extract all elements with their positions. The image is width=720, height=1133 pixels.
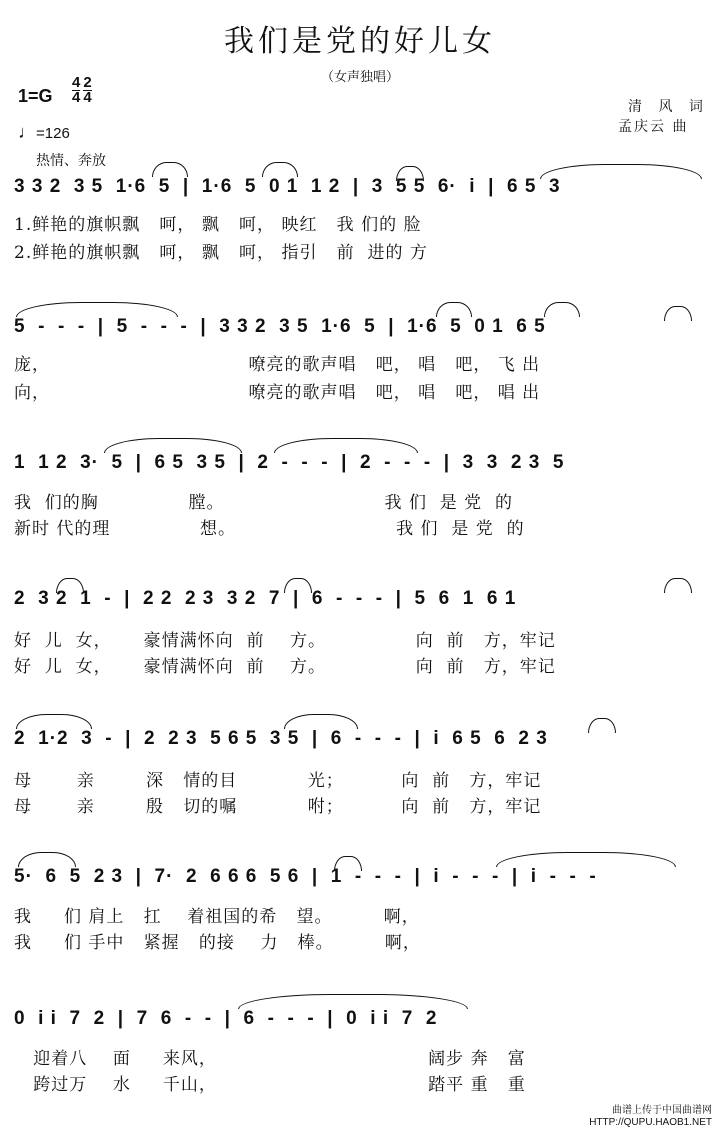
lyric-verse-1: 迎着八 面 来风， 阔步 奔 富 — [14, 1049, 526, 1069]
notation-line: 5 - - - | 5 - - - | 3 3 2 3 5 1·6 5 | 1·6 5 0 1 6 5 — [14, 316, 546, 337]
lyric-verse-2: 新时 代的理 想。 我 们 是 党 的 — [14, 519, 525, 539]
meter-bottom-1: 4 — [72, 89, 81, 106]
expression-marking: 热情、奔放 — [36, 153, 106, 169]
composer-credit: 孟庆云 曲 — [618, 119, 689, 135]
lyric-verse-2: 母 亲 殷 切的嘱 咐； 向 前 方，牢记 — [14, 797, 542, 817]
lyric-verse-1: 1.鲜艳的旗帜飘 呵， 飘 呵， 映红 我 们的 脸 — [14, 215, 422, 235]
lyric-verse-1: 母 亲 深 情的目 光； 向 前 方，牢记 — [14, 771, 542, 791]
notation-line: 5· 6 5 2 3 | 7· 2 6 6 6 5 6 | 1 - - - | i - - - | i - - - — [14, 866, 597, 887]
notation-line: 2 1·2 3 - | 2 2 3 5 6 5 3 5 | 6 - - - | i 6 5 6 2 3 — [14, 728, 548, 749]
time-signature — [72, 76, 106, 106]
lyric-verse-1: 我 们 肩上 扛 着祖国的希 望。 啊， — [14, 907, 420, 927]
site-watermark — [589, 1105, 712, 1129]
lyric-verse-2: 好 儿 女， 豪情满怀向 前 方。 向 前 方，牢记 — [14, 657, 556, 677]
meter-bottom-2: 4 — [83, 89, 92, 106]
notation-line: 0 i i 7 2 | 7 6 - - | 6 - - - | 0 i i 7 2 — [14, 1008, 438, 1029]
performance-note: （女声独唱） — [320, 70, 399, 85]
song-title: 我们是党的好儿女 — [224, 24, 496, 59]
quarter-note-icon: ♩ — [18, 122, 36, 142]
meter-top-2: 2 — [83, 74, 92, 91]
lyric-verse-1: 好 儿 女， 豪情满怀向 前 方。 向 前 方，牢记 — [14, 631, 556, 651]
lyric-verse-2: 我 们 手中 紧握 的接 力 棒。 啊， — [14, 933, 421, 953]
tempo-value: =126 — [36, 125, 70, 142]
lyric-verse-1: 庞， 嘹亮的歌声唱 吧， 唱 吧， 飞 出 — [14, 355, 541, 375]
watermark-url: HTTP://QUPU.HAOB1.NET — [589, 1117, 712, 1128]
lyric-verse-1: 我 们的胸 膛。 我 们 是 党 的 — [14, 493, 513, 513]
tempo-marking — [18, 122, 70, 143]
notation-line: 2 3 2 1 - | 2 2 2 3 3 2 7 | 6 - - - | 5 6 1 6 1 — [14, 588, 517, 609]
notation-line: 3 3 2 3 5 1·6 5 | 1·6 5 0 1 1 2 | 3 5 5 6· i | 6 5 3 — [14, 176, 561, 197]
notation-line: 1 1 2 3· 5 | 6 5 3 5 | 2 - - - | 2 - - - | 3 3 2 3 5 — [14, 452, 565, 473]
lyricist-credit: 清 风 词 — [628, 99, 709, 115]
lyric-verse-2: 2.鲜艳的旗帜飘 呵， 飘 呵， 指引 前 进的 方 — [14, 243, 428, 263]
meter-top-1: 4 — [72, 74, 81, 91]
key-signature: 1=G — [18, 86, 53, 106]
watermark-line-1: 曲谱上传于中国曲谱网 — [612, 1105, 712, 1116]
lyric-verse-2: 向， 嘹亮的歌声唱 吧， 唱 吧， 唱 出 — [14, 383, 541, 403]
lyric-verse-2: 跨过万 水 千山， 踏平 重 重 — [14, 1075, 526, 1095]
